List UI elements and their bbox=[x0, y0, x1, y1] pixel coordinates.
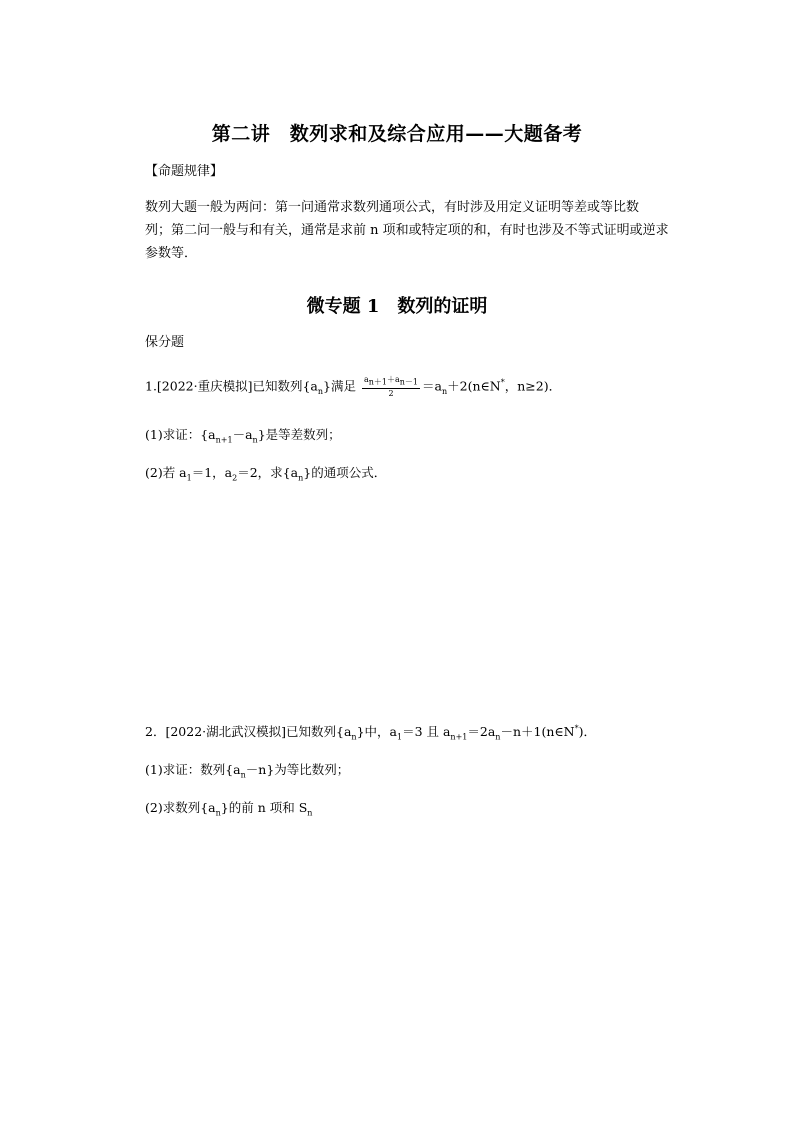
intro-line-1: 数列大题一般为两问：第一问通常求数列通项公式，有时涉及用定义证明等差或等比数 bbox=[145, 200, 640, 215]
problem-1-statement: 1.[2022·重庆模拟]已知数列$\{a_n\}$满足 $\frac{a_{n+1}+a_{n-1}}{2}$ $=a_n+2(n\in N^*$，n≥2)． bbox=[145, 375, 562, 398]
fraction: $\frac{a_{n+1}+a_{n-1}}{2}$ bbox=[363, 375, 419, 398]
intro-paragraph bbox=[145, 196, 669, 265]
section-label: 保分题 bbox=[145, 335, 185, 350]
problem-1-question-2: (2)若 $a_1=1$，$a_2=2$，求$\{a_n\}$的通项公式． bbox=[145, 465, 387, 483]
intro-line-3: 参数等． bbox=[145, 246, 198, 261]
lecture-title: 第二讲 数列求和及综合应用——大题备考 bbox=[211, 123, 583, 145]
topic-subtitle: 微专题 1 数列的证明 bbox=[306, 296, 488, 317]
problem-2-question-1: (1)求证：数列$\{a_n-n\}$为等比数列； bbox=[145, 762, 350, 780]
problem-2-question-2: (2)求数列$\{a_n\}$的前 n 项和 $S_n$ bbox=[145, 800, 313, 818]
proposition-rule-tag: 【命题规律】 bbox=[145, 164, 224, 179]
problem-2-statement: 2．[2022·湖北武汉模拟]已知数列$\{a_n\}$中，$a_1=3$ 且 $a_{n+1}=2a_n-n+1(n\in N^*)$． bbox=[145, 723, 596, 742]
problem-1-question-1: (1)求证：$\{a_{n+1}-a_n\}$是等差数列； bbox=[145, 427, 341, 445]
intro-line-2: 列；第二问一般与和有关，通常是求前 n 项和或特定项的和，有时也涉及不等式证明或逆求 bbox=[145, 223, 669, 238]
